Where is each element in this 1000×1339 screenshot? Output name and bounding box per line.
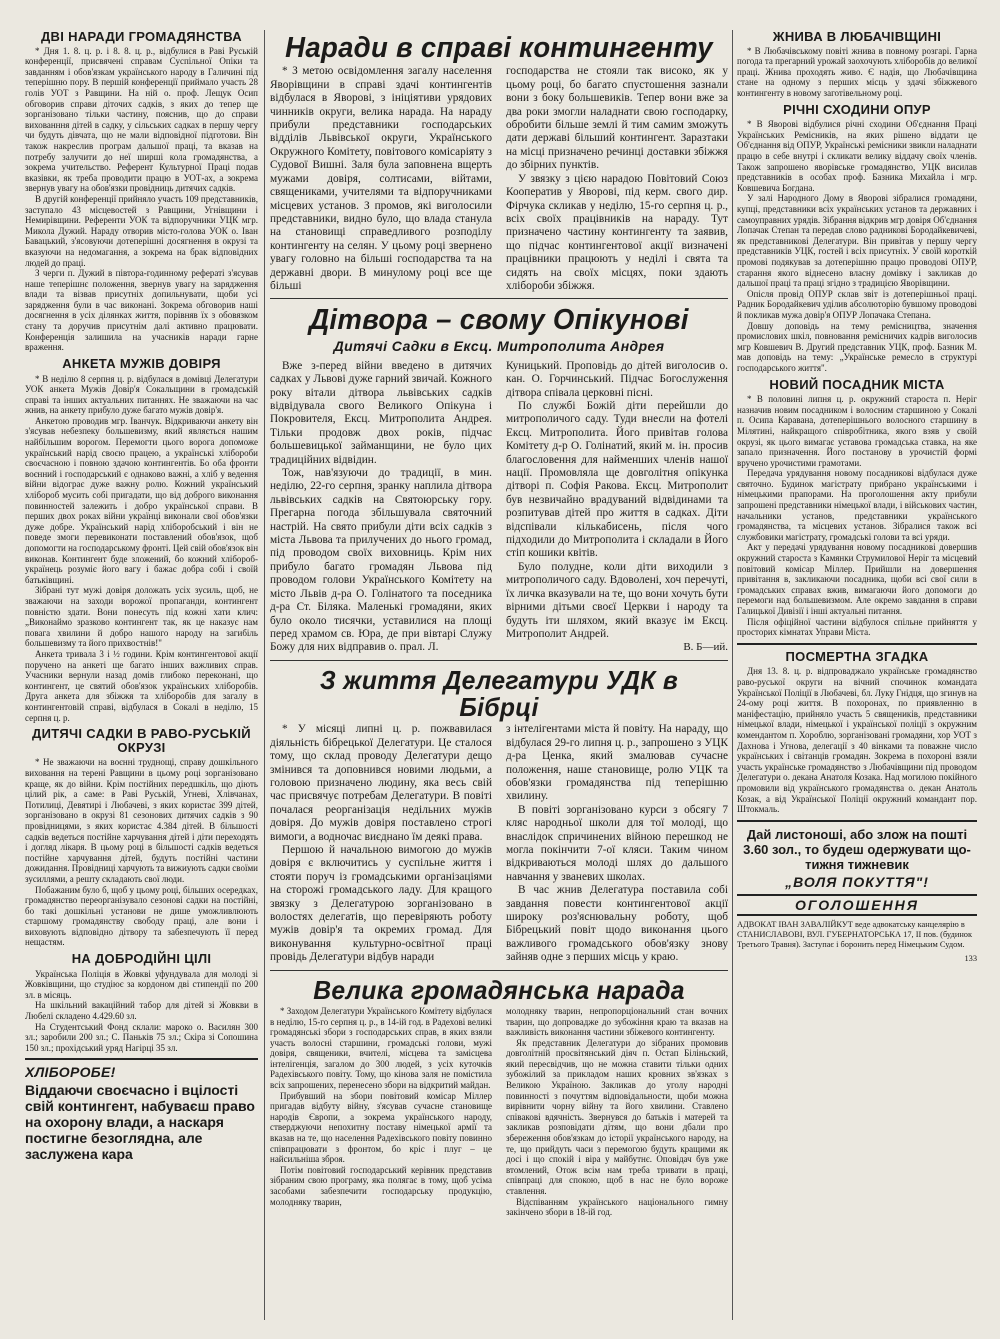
article-paragraph: Дня 13. 8. ц. р. відпроваджало українське громадянство раво-руської округи на вічний спочинок командата Української Поліції в Любачеві, бл. Луку Гнідця, що згинув на 24-ому році життя. В похоронах, по приявленню в маніфестацію, прийняло участь 5 священиків, представники німецької влади, німецької і української поліції з окружним комендантом п. Хороблю, зорганізовані громадяни, хор УОТ з Дахнова і Угнова, делегації з 40 вінками та поважне число українських і світанців громадян. Зокрема в похороні взяли участь українське громадянство з Любачівщини під проводом Делегатури о. декана Анатоля Козака. Над могилою покійного промовили від українського громадянства о. декан Анатоль Козак, а від Української Поліції окружний командант пор. Штокмаль.: [737, 666, 977, 815]
article-paragraph: У звязку з цією нарадою Повітовий Союз Кооператив у Яворові, під керм. свого дир. Фірчука скликав у неділю, 15-го серпня ц. р., всіх своїх працівників на нараду. Тут призначено частину контингенту та заявив, що підчас контингентової акції визначені працівники працюють у неділі і свята та сидять на своїх місцях, поки здають хлібороби збіжжя.: [506, 172, 728, 292]
article-paragraph: * З метою освідомлення загалу населення Яворівщини в справі здачі контингентів відбулася в Яворові, з ініціятиви урядових чинників округи, велика нарада. На нараду прибули представники господарських відділів Львівської округи, Українського Окружного Комітету, повітового комісаріяту з Судової Вишні. Заля була заповнена вщерть мужами довіря, солтисами, війтами, священиками, учителями та відпоручниками місцевих установ. З промов, які виголосили представники, видно було, що влада станула на становищі справедливого розподілу контингенту на селян. У цьому році звернено увагу головно на більші господарства та на державні двори. В минулому році все ще більші: [270, 65, 492, 292]
divider: [270, 970, 728, 971]
article-paragraph: У залі Народного Дому в Яворові зібралися громадяни, купці, представники всіх українських установ та державних і самоуправних урядів. Зібрання відкрив мгр довіря Об'єднання Лопачак Степан та передав слово радникові Бородайкевичеві, як представникові Делегатури. Він привітав у першу чергу представників УЦК, гостей і всіх присутніх. У своїй короткій промові подякував за дотеперішню працю проводові ОПУР, старання якого віднесено власну домівку і закликав до дальшої праці та праці згідно з традицією Яворівщини.: [737, 193, 977, 289]
article-title: ЖНИВА В ЛЮБАЧІВЩИНІ: [772, 29, 942, 44]
article-paragraph: господарства не стояли так високо, як у цьому році, бо багато спустошення зазнали вони з боку большевиків. Тепер вони вже за два роки змогли наладнати свою господарку, обробити більше землі й тим самим зможуть дати державі більший контингент. Заразтаки на місці призначено речинці доставки збіжжя до збірних пунктів.: [506, 65, 728, 172]
article-paragraph: В повіті зорганізовано курси з обсягу 7 кляс народньої школи для тої молоді, що внаслідок спричинених війною перешкод не могла покінчити 7-ої кляси. Таким чином відкриваються молоді шлях до дальшого навчання у званевих школах.: [506, 803, 728, 883]
article-paragraph: Українська Поліція в Жовкві уфундувала для молоді зі Жовківщини, що студіює за кордоном дві стипендії по 200 зл. в місяць.: [25, 968, 258, 1000]
promo-line: тижня тижневик: [805, 856, 909, 872]
column-divider: [264, 30, 265, 1320]
promo-newspaper-title: „ВОЛЯ ПОКУТТЯ"!: [785, 873, 929, 890]
article-paragraph: Анкетою проводив мгр. Іванчук. Відкриваючи анкету він з'ясував небезпеку большевизму, який являється нашим найбільшим ворогом. Перемогти цього ворога допоможе український нарід своєю працею, а українські хлібороби своєчасною і повною здачою контингентів. Бо оба фронти воєнний і господарський є однаково важні, а хліб у ведення війни відограє дуже важну ролю. Кожний український хлібороб мусить собі пригадати, що від доброго виконання повинностей залежить і добро української справи. В перших двох роках війни українці виконали свої обов'язки дуже добре. Український нарід хліборобський і він не поведе змоги перевиконати поставлений обов'язок, щоб допомогти на господарському фронті. Цей свій обов'язок він виконав. Контингент буде зложений, бо кожний хлібороб-українець розуміє його вагу і бажає добра собі і своїй батьківщині.: [25, 415, 258, 585]
article-paragraph: Відспіванням українського національного гимну закінчено збори в 18-ій год.: [506, 1196, 728, 1218]
left-column: [25, 27, 258, 1327]
article-title: ХЛІБОРОБЕ!: [25, 1064, 116, 1081]
article-trust-survey: [25, 357, 258, 723]
article-paragraph: Було полудне, коли діти виходили з митрополичого саду. Вдоволені, хоч перечуті, їх личка вказували на те, що вони хочуть бути вірними дітьми своєї Церкви і народу та будуть іти шляхом, який вказує ім Ексц. Митрополит Андрей.: [506, 560, 728, 640]
divider: [270, 298, 728, 299]
article-headline: Велика громадянська нарада: [313, 974, 685, 1005]
divider: [270, 660, 728, 661]
ad-code: 133: [964, 954, 977, 964]
subscription-promo: [737, 827, 977, 890]
article-obituary: [737, 650, 977, 815]
article-two-meetings: [25, 30, 258, 353]
article-paragraph: Віддаючи своєчасно і вцілості свій контингент, набуваєш право на охорону влади, а наскаря постигне безоглядна, але заслужена кара: [25, 1082, 255, 1163]
divider: [737, 643, 977, 645]
article-paragraph: * В половині липня ц. р. окружний староста п. Неріг назначив новим посадником і волосним старшиною у Сокалі п. Осипа Каравана, дотеперішнього волосного старшину в Мілятині, найкращого співробітника, якого взяв у своїй окрузі, як цього вимагає уставова громадська ставка, на яке запало призначення. Його постанову в урочистій формі вручено урочистими грамотами.: [737, 394, 977, 468]
article-farmer-call: [25, 1065, 258, 1162]
article-charity: [25, 952, 258, 1053]
article-paragraph: Потім повітовий господарський керівник представив зібраним свою програму, яка полягає в тому, щоб усіма засобами забезпечити господарську продукцію, молодняку тварин,: [270, 1164, 492, 1207]
article-title: НА ДОБРОДІЙНІ ЦІЛІ: [71, 951, 212, 967]
article-paragraph: В другій конференції прийняло участь 109 представників, заступало 43 місцевостей з Равщини, Угнівщини і Немирівщини. Референти УОК та відпоручники УЦК мгр. Микола Дужий. Нараду отворив місто-голова УОК о. Іван Бавацький, з'ясовуючи дотеперішні досягнення в окрузі та вказуючи на недомагання, а зокрема на брак відповідних людей до праці.: [25, 193, 258, 268]
article-title: ДВІ НАРАДИ ГРОМАДЯНСТВА: [41, 29, 242, 44]
article-headline: Дітвора – свому Опікунові: [309, 304, 689, 337]
article-headline: Наради в справі контингенту: [285, 32, 713, 64]
article-title: АНКЕТА МУЖІВ ДОВІРЯ: [62, 355, 221, 371]
article-paragraph: з інтелігентами міста й повіту. На нараду, що відбулася 29-го липня ц. р., запрошено з УЦК д-ра Ценка, який змалював сучасне положення, наше становище, ролю УЦК та обов'язки громадянства під теперішню хвилину.: [506, 723, 728, 803]
article-paragraph: Побажаним було б, щоб у цьому році, більших осередках, громадянство переорганізувало сезонові садки на постійні, бо такі дошкільні установи не дише уможливлюють старшому громадянству свободу праці, але вони і виховують відповідно дітвору та забезпечують її перед нещастям.: [25, 884, 258, 948]
article-paragraph: Опісля провід ОПУР склав звіт із дотеперішньої праці. Радник Бородайкевич уділив абсолюторію бувшому проводові й покликав мужа довір'я ОПУР Лопачака Степана.: [737, 288, 977, 320]
ad-lawyer: АДВОКАТ ІВАН ЗАВАЛІЙКУТ веде адвокатську канцелярію в СТАНИСЛАВОВІ, ВУЛ. ГУБЕРНАТОРСЬКА 17, II пов. (будинок Третього Травня). Заступає і боронить перед Німецьким Судом.: [737, 920, 973, 950]
article-paragraph: Вже з-перед війни введено в дитячих садках у Львові дуже гарний звичай. Кожного року вітали дітвора львівських садків відвідувала свого Великого Опікуна і Покровителя, Ексц. Митрополита Андрея. Тільки продовж двох років, підчас большевицької займанщини, не було цих традиційних відвідин.: [270, 359, 492, 466]
article-paragraph: * У місяці липні ц. р. пожвавилася діяльність бібрецької Делегатури. Це сталося тому, що склад проводу Делегатури дещо змінився та доповнився новими людьми, а головою призначено людину, яка весь свій час присвячує потребам Делегатури. В повіті почалася реорганізація недільних мужів довіря. До мужів довіря поставлено строгі вимоги, а водночас виєднано їм деякі права.: [270, 723, 492, 843]
ads-title: ОГОЛОШЕННЯ: [795, 896, 919, 913]
article-paragraph: Акт у передачі урядування новому посадникові довершив окружний староста з Камянки Струмилової Неріг та місцевий повітовий комісар Міллер. Прийшли на довершення привітання в, закликаючи посадника, щоби всі свої сили в громадських справах вжив, вимагаючи його допомоги до перемоги над большевизмом. Але окремо завдання в справи Галицької Дивізії і інші актуальні питання.: [737, 542, 977, 617]
column-divider: [732, 30, 733, 1320]
article-headline: З життя Делегатури УДК в Бібрці: [319, 664, 679, 723]
promo-line: Дай листоноші, або злож на пошті: [746, 826, 968, 842]
article-subtitle: Дитячі Садки в Ексц. Митрополита Андрея: [333, 337, 665, 354]
article-paragraph: В час жнив Делегатура поставила собі завдання повести контингентової акції широку роз'яснювальну роботу, щоб Бібрецький повіт щодо виконання цього важливого громадського обов'язку знову зайняв одне з перших місць у краю.: [506, 884, 728, 964]
article-kindergartens-rava: [25, 727, 258, 948]
article-civic-meeting: [270, 974, 728, 1218]
article-paragraph: Першою й начальною вимогою до мужів довіря є включитись у суспільне життя і стояти поруч із громадськими організаціями на сторожі громадського ладу. Для кращого звязку з Делегатурою зорганізовано в волостях делегатів, що перевіряють роботу мужів довір'я та окремих громад. Для виконування культурно-освітної праці провідь Делегатури відбув наради: [270, 843, 492, 964]
article-contingent-meetings: [270, 33, 728, 293]
article-title: РІЧНІ СХОДИНИ ОПУР: [783, 101, 931, 117]
article-paragraph: * В неділю 8 серпня ц. р. відбулася в домівці Делегатури УОК анкета Мужів Довір'я Сокальщини в громадській справі та інших актуальних питаннях. Не зважаючи на час жнив, на анкету прибуло дуже багато мужів довір'я.: [25, 373, 258, 416]
article-paragraph: * Не зважаючи на воєнні труднощі, справу дошкільного виховання на терені Равщини в цьому році зорганізовано краще, як до війни. Крім постійних передшкіль, що діють цілий рік, а саме: в Раві Руській, Угневі, Хлівчанах, Потилиці, Девятирі і Любачеві, з яких користає 399 дітей, зорганізовано в окрузі 81 сезонових дитячих садків з 90 провідницями, з яких користає 4.384 дітей. В більшості садків ведеться постійне харчування дітей і діти переходять і догляд лікаря. В цьому році в більшості садків ведеться постійне харчування дітей, будуть постійні частини дожидання. Провідниці харчують та вижиують садки своїми зусиллями, а решту складають свої люди.: [25, 757, 258, 884]
article-paragraph: Тож, нав'язуючи до традиції, в мин. неділю, 22-го серпня, зранку наплила дітвора львівських садків на Святоюрську гору. Прегарна погода збільшувала святочний настрій. На свято прибули діти всіх садків з міста Львова та прилучених до нього громад, під проводом своїх виховниць. Крім них прибуло багато громадян Львова під проводом голови Українського Комітету на місто Львів д-ра О. Голінатого та поседника д-ра Ст. Біляка. Маленькі громадяни, яких було около тисячки, уставилися на площі перед храмом св. Юра, де при вівтарі Служу Божу для них відправив о. прал. Л.: [270, 467, 492, 654]
article-paragraph: З черги п. Дужий в півтора-годинному рефераті з'ясував наше теперішнє положення, звернув увагу на зарядження влади та візвав присутніх допильнувати, щоби усі зарядження були в час виконані. Зокрема обговорив наші досягнення в усіх ділянках життя, порівняв їх з обовязком стану та доручив присутнім далі активно працювати. Конференція залишила на учасників наради гарне враження.: [25, 268, 258, 353]
article-paragraph: * В Яворові відбулися річні сходини Об'єднання Праці Українських Ремісників, на яких рішено віддати це Об'єднання від ОПУР, Українські ремісники звикли наладнати працю в себе внутрі і скликати велику віддачу своїх членів. Також запрошено яворівське громадянство, УЦК висилав представників в особах проф. Базника Михайла і мгр. Ковшевича Богдана.: [737, 119, 977, 193]
article-paragraph: * В Любачівському повіті жнива в повному розгарі. Гарна погода та прегарний урожай заохочують хліборобів до великої праці. Жнива проходять живо. Є надія, що Любачівщина стане на одному з перших місць у здачі збіжжевого контингенту в новому заготівельному році.: [737, 45, 977, 99]
article-paragraph: Як представник Делегатури до зібраних промовив довголітній просвітянський діяч п. Остап Біліньский, який пересвідчив, що не можна ставити тільки одних зубожілий за прикладом наших кровних зв'язках з Великою Україною. Закликав до уголу народні повинності з почуттям відповідальности, щоби можна вирівнити чорну війну та його хвилини. Ставлено співакові вдячність. Звернувся до батьків і матерей та закликав розповідати дітям, що вони дбали про збереження обов'язкам до історії українського народу, на те, що прийдуть часи з перемогою будуть кращими як досі і що спокій і віра у майбутнє. Оповідач був уже втомлений, Отож всім нам треба тривати в праці, співпраці для спокою, щоб в нас не було вороже ставлення.: [506, 1037, 728, 1197]
article-paragraph: Довшу доповідь на тему ремісництва, значення промислових шкіл, повновання ремісничих кадрів виголосив мгр Ковшевич В. Другий представник УЦК, проф. Базник М. мав доповідь на тему: „Українське ремесло в структурі господарського життя".: [737, 320, 977, 373]
article-paragraph: Зібрані тут мужі довіря доложать усіх зусиль, щоб, не зважаючи на заходи ворожої пропаганди, контингент повністю здати. Вони понесуть під кожні хати клич: „Виконаймо зразково контингент так, як це наказує нам повага хвилини й добро нашого народу на загибіль большевизму та його прихвостнів!": [25, 585, 258, 649]
article-opur-meeting: [737, 103, 977, 374]
article-paragraph: Анкета тривала 3 і ½ години. Крім контингентової акції поручено на анкеті ще багато інших важливих справ. Учасники вернули назад домів глибоко переконані, що контингент, це святий обов'язок українських хліборобів. Друга анкета для збіжжя та хліборобів для загалу в контингентовій справі, відбулася в Сокалі в неділю, 15 серпня ц. р.: [25, 648, 258, 723]
article-paragraph: По службі Божій діти перейшли до митрополичого саду. Туди внесли на фотелі Ексц. Митрополита. Його привітав голова Комітету д-р О. Голінатий, який м. ін. просив благословення для найменших членів нашої нації. Промовляла ще довголітня опікунка дітворі п. Софія Ракова. Ексц. Митрополит був незвичайно врадуваний відвідинами та розпитував дітей про життя в садках. Діти відспівали кількабисень, після чого підходили до Митрополита і складали в Його стіп кошики квітів.: [506, 400, 728, 560]
article-paragraph: * Заходом Делегатури Українського Комітету відбулася в неділю, 15-го серпня ц. р., в 14-ій год. в Радехові великі громадянські збори з господарських справ, в яких взяли участь волосні старшини, громадські голови, мужі довіря, священики, вчителі, місцева та замісцева інтелігенція, загалом до 300 людей, з усіх куточків Радехівського повіту. Тому, що кінова заля не помістила всіх запрошених, перенесено збори на відкритий майдан.: [270, 1005, 492, 1091]
article-title: НОВИЙ ПОСАДНИК МІСТА: [769, 376, 945, 392]
ads-header-box: [737, 894, 977, 917]
article-bibrka-delegation: [270, 664, 728, 965]
article-harvest: [737, 30, 977, 99]
article-new-mayor: [737, 378, 977, 638]
middle-column: [270, 27, 728, 1327]
article-paragraph: На шкільний вакаційний табор для дітей зі Жовкви в Любелі складено 4.429.60 зл.: [25, 1000, 258, 1022]
article-children-protector: [270, 305, 728, 654]
article-signature: В. Б—ий.: [683, 641, 728, 654]
article-title: ДИТЯЧІ САДКИ В РАВО-РУСЬКІЙ ОКРУЗІ: [32, 726, 251, 755]
article-paragraph: Куницький. Проповідь до дітей виголосив о. кан. О. Горчинський. Підчас Богослуження дітвора співала церковні пісні.: [506, 359, 728, 399]
promo-line: 3.60 зол., то будеш одержувати що-: [743, 841, 971, 857]
article-paragraph: На Студентський Фонд склали: мароко о. Василян 300 зл.; заробили 200 зл.; С. Паньків 75 зл.; Скіра зі Сопошина 150 зл.; прохідський уряд Нагірці 35 зл.: [25, 1021, 258, 1053]
divider: [25, 1058, 258, 1060]
article-title: ПОСМЕРТНА ЗГАДКА: [785, 648, 929, 664]
divider: [737, 820, 977, 822]
article-paragraph: молодняку тварин, непропорціональний стан вочних тварин, що допровадже до зубожіння краю та вказав на важливість виконання частини збіжевого контингенту.: [506, 1005, 728, 1038]
article-paragraph: Прибувший на збори повітовий комісар Міллер пригадав відбуту війну, з'ясував сучасне становище народів Європи, а зокрема українського народу, стверджуючи непохитну поставу німецької армії та вказав на те, що населення Радехівського повіту повинно співпрацювати з фронтом, бо кріс і плуг – це найсильніша зброя.: [270, 1090, 492, 1165]
article-paragraph: Передача урядування новому посадникові відбулася дуже святочно. Будинок магістрату прибрано українськими і німецькими прапорами. На проголошення акту прибули запрошені представники німецької влади, і військових частин, начальники установ, представники українського громадянства, та місцевих установ. Зібралися також всі службовики магістрату, громадські голови та всі уряди.: [737, 468, 977, 542]
article-paragraph: Після офіційної частини відбулося спільне прийняття у просторих кімнатах Управи Міста.: [737, 616, 977, 638]
right-column: [737, 27, 977, 1327]
article-paragraph: * Дня 1. 8. ц. р. і 8. 8. ц. р., відбулися в Раві Руській конференції, присвячені справам Суспільної Опіки та завданням і обов'язкам українського народу в Галичині під теперішню пору. В першій конференції приймало участь 28 голів УОТ з Равщини. На ній о. проф. Лещук Осип обговорив справи діточих садків, з яких до тепер ще зорганізовано тільки частину, пояснив, що до справи вихованння дітей в садку, у сільських садках в першу чергу чи будуть дівчата, що не мали відповідної підготови. Він також накреслив програм дальшої праці, та вказав на потребу залучити до неї ширші кола громадянства, а зокрема учительство. Референт Культурної Праці подав вказівки, як треба проводити працю в УОТ-ах, а зокрема звернув увагу на обов'язки провідниць дитячих садків.: [25, 45, 258, 194]
